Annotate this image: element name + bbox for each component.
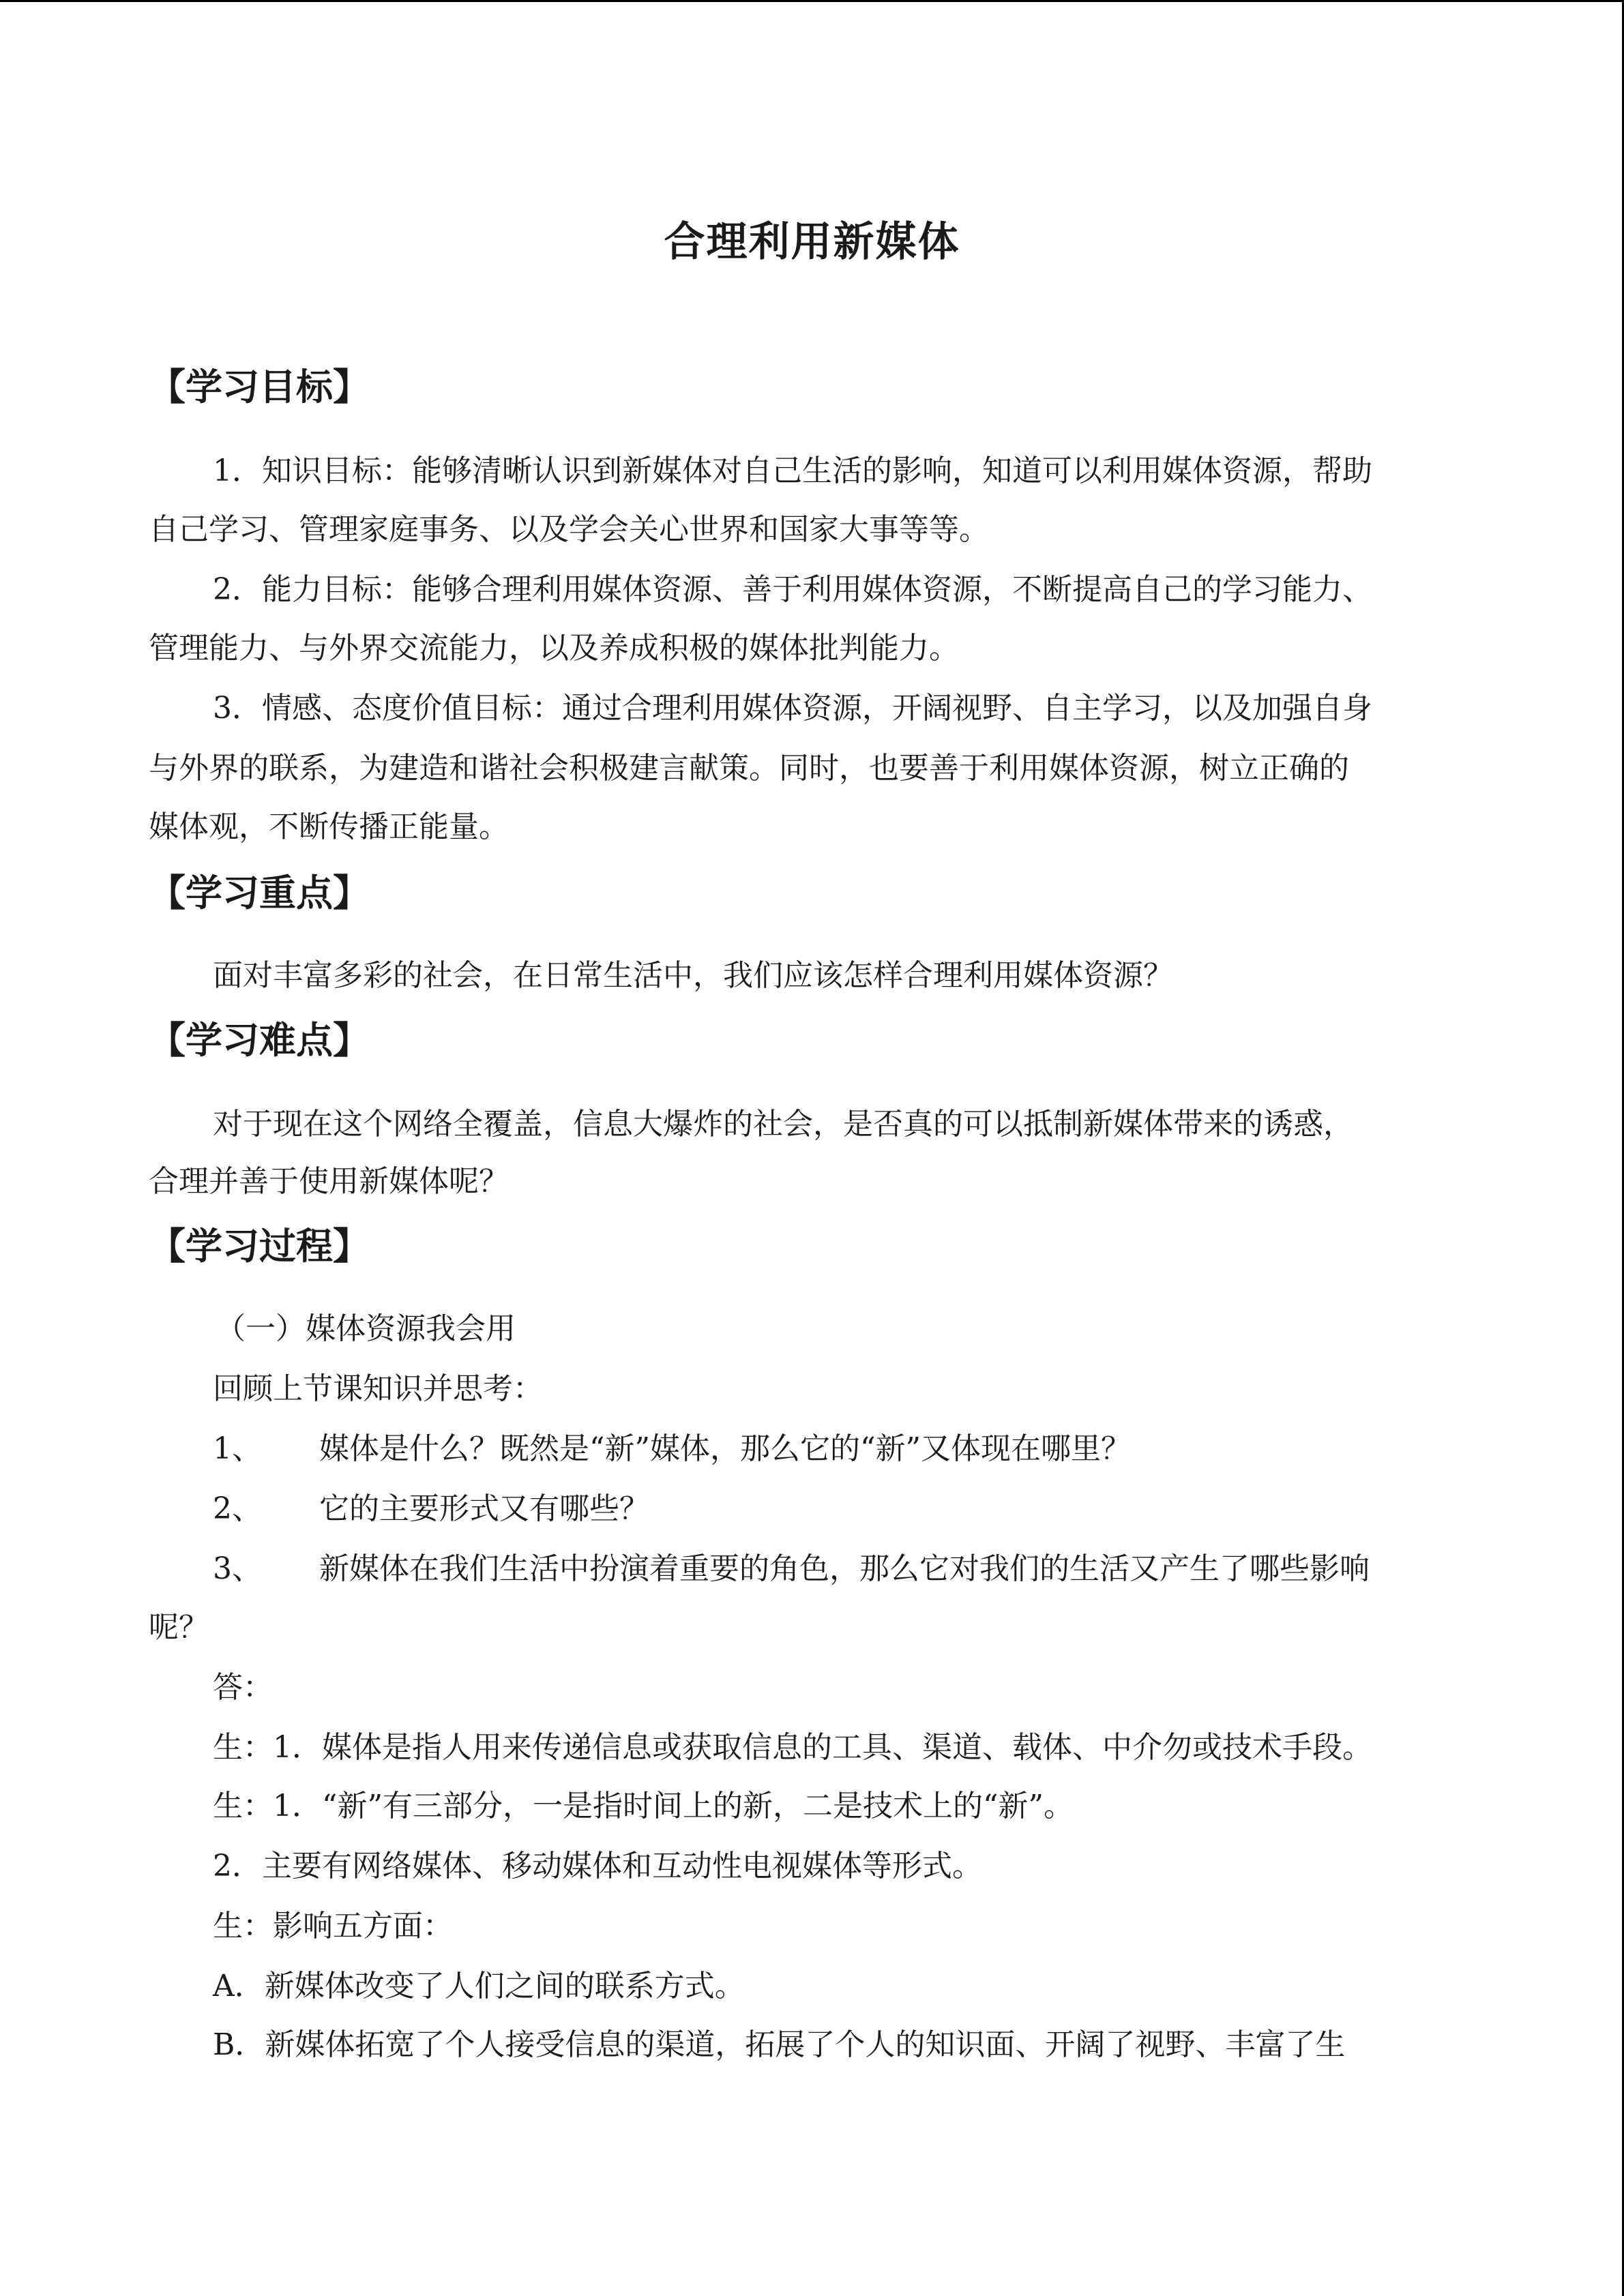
heading-objectives: 【学习目标】 — [149, 366, 370, 408]
process-review: 回顾上节课知识并思考： — [213, 1371, 543, 1406]
objective-1-line-1: 1．知识目标：能够清晰认识到新媒体对自己生活的影响，知道可以利用媒体资源，帮助 — [213, 453, 1372, 488]
objective-3-line-3: 媒体观，不断传播正能量。 — [149, 809, 509, 844]
question-3-continuation: 呢？ — [149, 1610, 209, 1645]
question-1-number: 1、 — [213, 1431, 262, 1466]
answer-2: 生：1．“新”有三部分，一是指时间上的新，二是技术上的“新”。 — [213, 1789, 1074, 1823]
heading-key-points: 【学习重点】 — [149, 871, 370, 914]
question-1 — [213, 1429, 1131, 1470]
objective-2-line-1: 2．能力目标：能够合理利用媒体资源、善于利用媒体资源，不断提高自己的学习能力、 — [213, 572, 1372, 607]
objective-3-line-1: 3．情感、态度价值目标：通过合理利用媒体资源，开阔视野、自主学习，以及加强自身 — [213, 691, 1372, 726]
question-3-number: 3、 — [213, 1551, 262, 1586]
process-subheading: （一）媒体资源我会用 — [216, 1311, 516, 1346]
question-2 — [213, 1489, 649, 1530]
question-2-text: 它的主要形式又有哪些？ — [319, 1491, 649, 1526]
objective-3-line-2: 与外界的联系，为建造和谐社会积极建言献策。同时，也要善于利用媒体资源，树立正确的 — [149, 751, 1349, 786]
question-1-text: 媒体是什么？既然是“新”媒体，那么它的“新”又体现在哪里？ — [319, 1431, 1131, 1466]
objective-1-line-2: 自己学习、管理家庭事务、以及学会关心世界和国家大事等等。 — [149, 512, 989, 547]
answer-label: 答： — [213, 1670, 273, 1705]
difficulty-line-2: 合理并善于使用新媒体呢？ — [149, 1164, 509, 1199]
difficulty-line-1: 对于现在这个网络全覆盖，信息大爆炸的社会，是否真的可以抵制新媒体带来的诱惑， — [213, 1107, 1353, 1142]
objective-2-line-2: 管理能力、与外界交流能力，以及养成积极的媒体批判能力。 — [149, 631, 959, 666]
answer-5: A．新媒体改变了人们之间的联系方式。 — [213, 1969, 745, 2003]
heading-difficulties: 【学习难点】 — [149, 1019, 370, 1062]
answer-6: B．新媒体拓宽了个人接受信息的渠道，拓展了个人的知识面、开阔了视野、丰富了生 — [213, 2027, 1346, 2062]
answer-4: 生：影响五方面： — [213, 1909, 453, 1943]
question-3 — [213, 1549, 1370, 1590]
answer-1: 生：1．媒体是指人用来传递信息或获取信息的工具、渠道、载体、中介勿或技术手段。 — [213, 1730, 1372, 1765]
question-2-number: 2、 — [213, 1491, 262, 1526]
answer-3: 2．主要有网络媒体、移动媒体和互动性电视媒体等形式。 — [213, 1849, 982, 1883]
key-point-text: 面对丰富多彩的社会，在日常生活中，我们应该怎样合理利用媒体资源？ — [213, 958, 1173, 993]
question-3-text: 新媒体在我们生活中扮演着重要的角色，那么它对我们的生活又产生了哪些影响 — [319, 1551, 1370, 1586]
heading-process: 【学习过程】 — [149, 1225, 370, 1268]
page-title: 合理利用新媒体 — [664, 218, 960, 266]
